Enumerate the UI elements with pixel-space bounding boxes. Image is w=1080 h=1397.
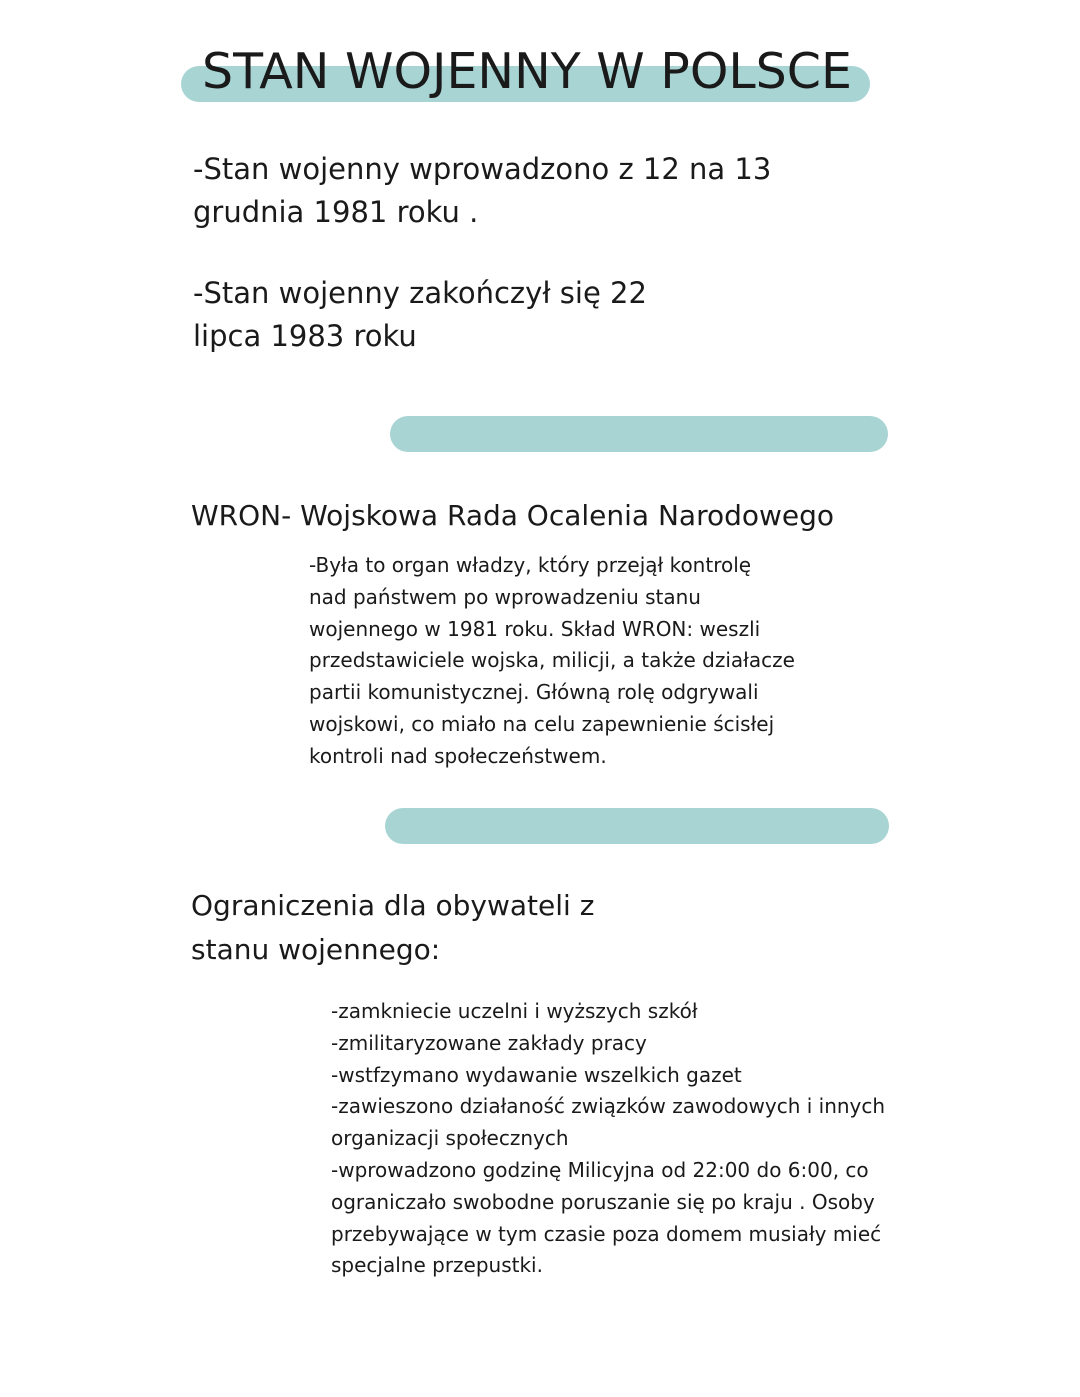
- wron-line: przedstawiciele wojska, milicji, a także działacze: [309, 648, 795, 673]
- divider-highlight-1: [390, 416, 888, 452]
- wron-line: wojennego w 1981 roku. Skład WRON: weszli: [309, 616, 761, 641]
- intro-end-line: lipca 1983 roku: [193, 319, 417, 353]
- restriction-line: -zamkniecie uczelni i wyższych szkół: [331, 999, 698, 1023]
- restrictions-list: [331, 996, 885, 1282]
- intro-start: [193, 148, 771, 234]
- restriction-line: przebywające w tym czasie poza domem musiały mieć: [331, 1221, 882, 1246]
- intro-end: [193, 272, 647, 358]
- restriction-line: -zmilitaryzowane zakłady pracy: [331, 1030, 647, 1055]
- wron-line: wojskowi, co miało na celu zapewnienie ścisłej: [309, 711, 775, 736]
- wron-line: kontroli nad społeczeństwem.: [309, 743, 607, 768]
- wron-description: [309, 550, 795, 773]
- restriction-line: -wprowadzono godzinę Milicyjna od 22:00 do 6:00, co: [331, 1157, 869, 1182]
- wron-line: nad państwem po wprowadzeniu stanu: [309, 584, 701, 609]
- intro-start-line: grudnia 1981 roku .: [193, 195, 479, 229]
- restriction-line: specjalne przepustki.: [331, 1253, 543, 1278]
- restriction-line: ograniczało swobodne poruszanie się po kraju . Osoby: [331, 1189, 875, 1214]
- restrictions-heading-line: stanu wojennego:: [191, 933, 441, 966]
- restriction-line: organizacji społecznych: [331, 1126, 569, 1151]
- divider-highlight-2: [385, 808, 889, 844]
- restrictions-heading: [191, 884, 594, 972]
- intro-start-line: -Stan wojenny wprowadzono z 12 na 13: [193, 152, 772, 186]
- page-title: STAN WOJENNY W POLSCE: [202, 43, 852, 100]
- restrictions-heading-line: Ograniczenia dla obywateli z: [191, 889, 595, 922]
- restriction-line: -zawieszono działaność związków zawodowych i innych: [331, 1094, 886, 1119]
- wron-line: partii komunistycznej. Główną rolę odgrywali: [309, 680, 759, 705]
- restriction-line: -wstfzymano wydawanie wszelkich gazet: [331, 1062, 742, 1087]
- wron-heading: WRON- Wojskowa Rada Ocalenia Narodowego: [191, 499, 835, 532]
- intro-end-line: -Stan wojenny zakończył się 22: [193, 276, 647, 310]
- wron-line: -Była to organ władzy, który przejął kontrolę: [309, 553, 752, 577]
